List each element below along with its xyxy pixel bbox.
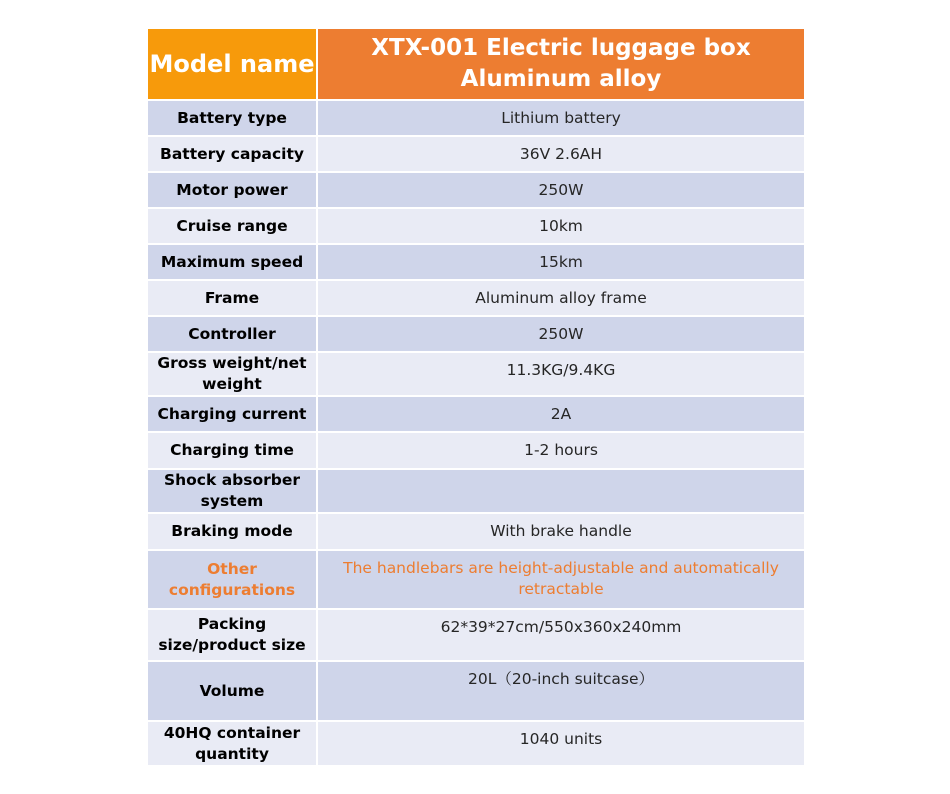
- row-value: 1040 units: [317, 721, 805, 766]
- row-value: [317, 469, 805, 513]
- header-value-cell: [317, 28, 805, 100]
- row-value: 250W: [317, 316, 805, 352]
- row-value: 1-2 hours: [317, 432, 805, 469]
- table-row: [147, 208, 805, 244]
- table-row: [147, 661, 805, 721]
- table-row: [147, 172, 805, 208]
- table-row: [147, 244, 805, 280]
- row-value: 62*39*27cm/550x360x240mm: [317, 609, 805, 661]
- row-label: Battery type: [147, 100, 317, 136]
- spec-table: [146, 27, 806, 767]
- row-label: Other configurations: [147, 550, 317, 609]
- table-row: [147, 352, 805, 396]
- row-label: Cruise range: [147, 208, 317, 244]
- table-row: [147, 550, 805, 609]
- row-label: Shock absorber system: [147, 469, 317, 513]
- row-label: Controller: [147, 316, 317, 352]
- row-value: 10km: [317, 208, 805, 244]
- row-value: 11.3KG/9.4KG: [317, 352, 805, 396]
- row-label: Gross weight/net weight: [147, 352, 317, 396]
- row-label: 40HQ container quantity: [147, 721, 317, 766]
- header-material: Aluminum alloy: [460, 66, 662, 92]
- row-label: Motor power: [147, 172, 317, 208]
- row-value: 2A: [317, 396, 805, 432]
- row-label: Braking mode: [147, 513, 317, 550]
- row-value: Lithium battery: [317, 100, 805, 136]
- row-label: Packing size/product size: [147, 609, 317, 661]
- table-row: [147, 721, 805, 766]
- row-label: Charging current: [147, 396, 317, 432]
- row-label: Frame: [147, 280, 317, 316]
- row-value: 15km: [317, 244, 805, 280]
- table-row: [147, 136, 805, 172]
- table-row: [147, 280, 805, 316]
- row-value: 250W: [317, 172, 805, 208]
- row-label: Charging time: [147, 432, 317, 469]
- table-header-row: [147, 28, 805, 100]
- table-row: [147, 469, 805, 513]
- row-label: Battery capacity: [147, 136, 317, 172]
- row-label: Volume: [147, 661, 317, 721]
- row-value: 36V 2.6AH: [317, 136, 805, 172]
- table-row: [147, 513, 805, 550]
- header-model-name: XTX-001 Electric luggage box: [371, 35, 751, 61]
- header-label-cell: [147, 28, 317, 100]
- row-value: 20L（20-inch suitcase）: [317, 661, 805, 721]
- header-label: Model name: [149, 50, 315, 78]
- table-row: [147, 316, 805, 352]
- row-label: Maximum speed: [147, 244, 317, 280]
- table-row: [147, 396, 805, 432]
- table-row: [147, 432, 805, 469]
- table-row: [147, 609, 805, 661]
- row-value: With brake handle: [317, 513, 805, 550]
- row-value: The handlebars are height-adjustable and automatically retractable: [317, 550, 805, 609]
- table-row: [147, 100, 805, 136]
- row-value: Aluminum alloy frame: [317, 280, 805, 316]
